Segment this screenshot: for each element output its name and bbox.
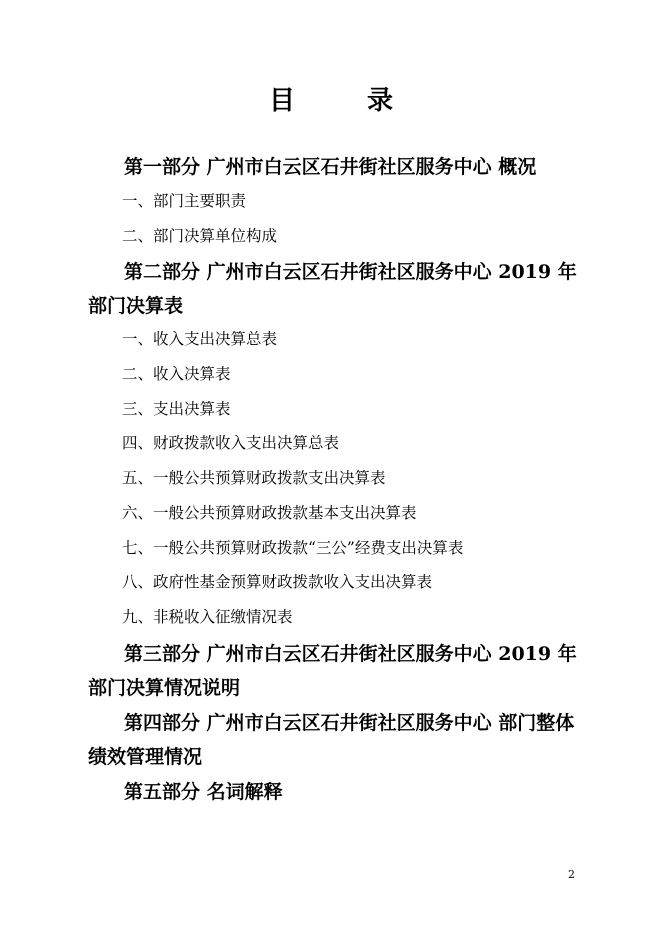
toc-item-2-2[interactable]: 二、收入决算表 bbox=[122, 365, 231, 383]
toc-item-2-3[interactable]: 三、支出决算表 bbox=[122, 400, 231, 418]
toc-section-4[interactable] bbox=[88, 706, 578, 774]
toc-item-1-1[interactable]: 一、部门主要职责 bbox=[122, 192, 247, 210]
page-number: 2 bbox=[568, 868, 575, 881]
toc-item-2-8[interactable]: 八、政府性基金预算财政拨款收入支出决算表 bbox=[122, 573, 433, 591]
toc-title-char-1: 目 bbox=[268, 86, 295, 116]
toc-item-1-2[interactable]: 二、部门决算单位构成 bbox=[122, 227, 278, 245]
toc-section-5-text: 第五部分 名词解释 bbox=[124, 781, 283, 803]
toc-section-3[interactable] bbox=[88, 637, 578, 705]
toc-section-2[interactable] bbox=[88, 255, 578, 323]
toc-title-char-2: 录 bbox=[367, 86, 394, 116]
toc-item-2-4[interactable]: 四、财政拨款收入支出决算总表 bbox=[122, 434, 340, 452]
toc-item-2-9[interactable]: 九、非税收入征缴情况表 bbox=[122, 608, 293, 626]
toc-section-4-text: 第四部分 广州市白云区石井街社区服务中心 部门整体绩效管理情况 bbox=[88, 712, 575, 768]
toc-section-2-text: 第二部分 广州市白云区石井街社区服务中心 2019 年部门决算表 bbox=[88, 261, 577, 317]
toc-section-3-text: 第三部分 广州市白云区石井街社区服务中心 2019 年部门决算情况说明 bbox=[88, 643, 577, 699]
toc-section-1[interactable] bbox=[88, 150, 578, 184]
toc-item-2-6[interactable]: 六、一般公共预算财政拨款基本支出决算表 bbox=[122, 504, 417, 522]
toc-title bbox=[0, 80, 662, 117]
toc-section-5[interactable] bbox=[88, 775, 578, 809]
toc-item-2-5[interactable]: 五、一般公共预算财政拨款支出决算表 bbox=[122, 469, 386, 487]
toc-item-2-1[interactable]: 一、收入支出决算总表 bbox=[122, 330, 278, 348]
toc-item-2-7[interactable]: 七、一般公共预算财政拨款“三公”经费支出决算表 bbox=[122, 539, 464, 557]
toc-section-1-text: 第一部分 广州市白云区石井街社区服务中心 概况 bbox=[124, 156, 537, 178]
